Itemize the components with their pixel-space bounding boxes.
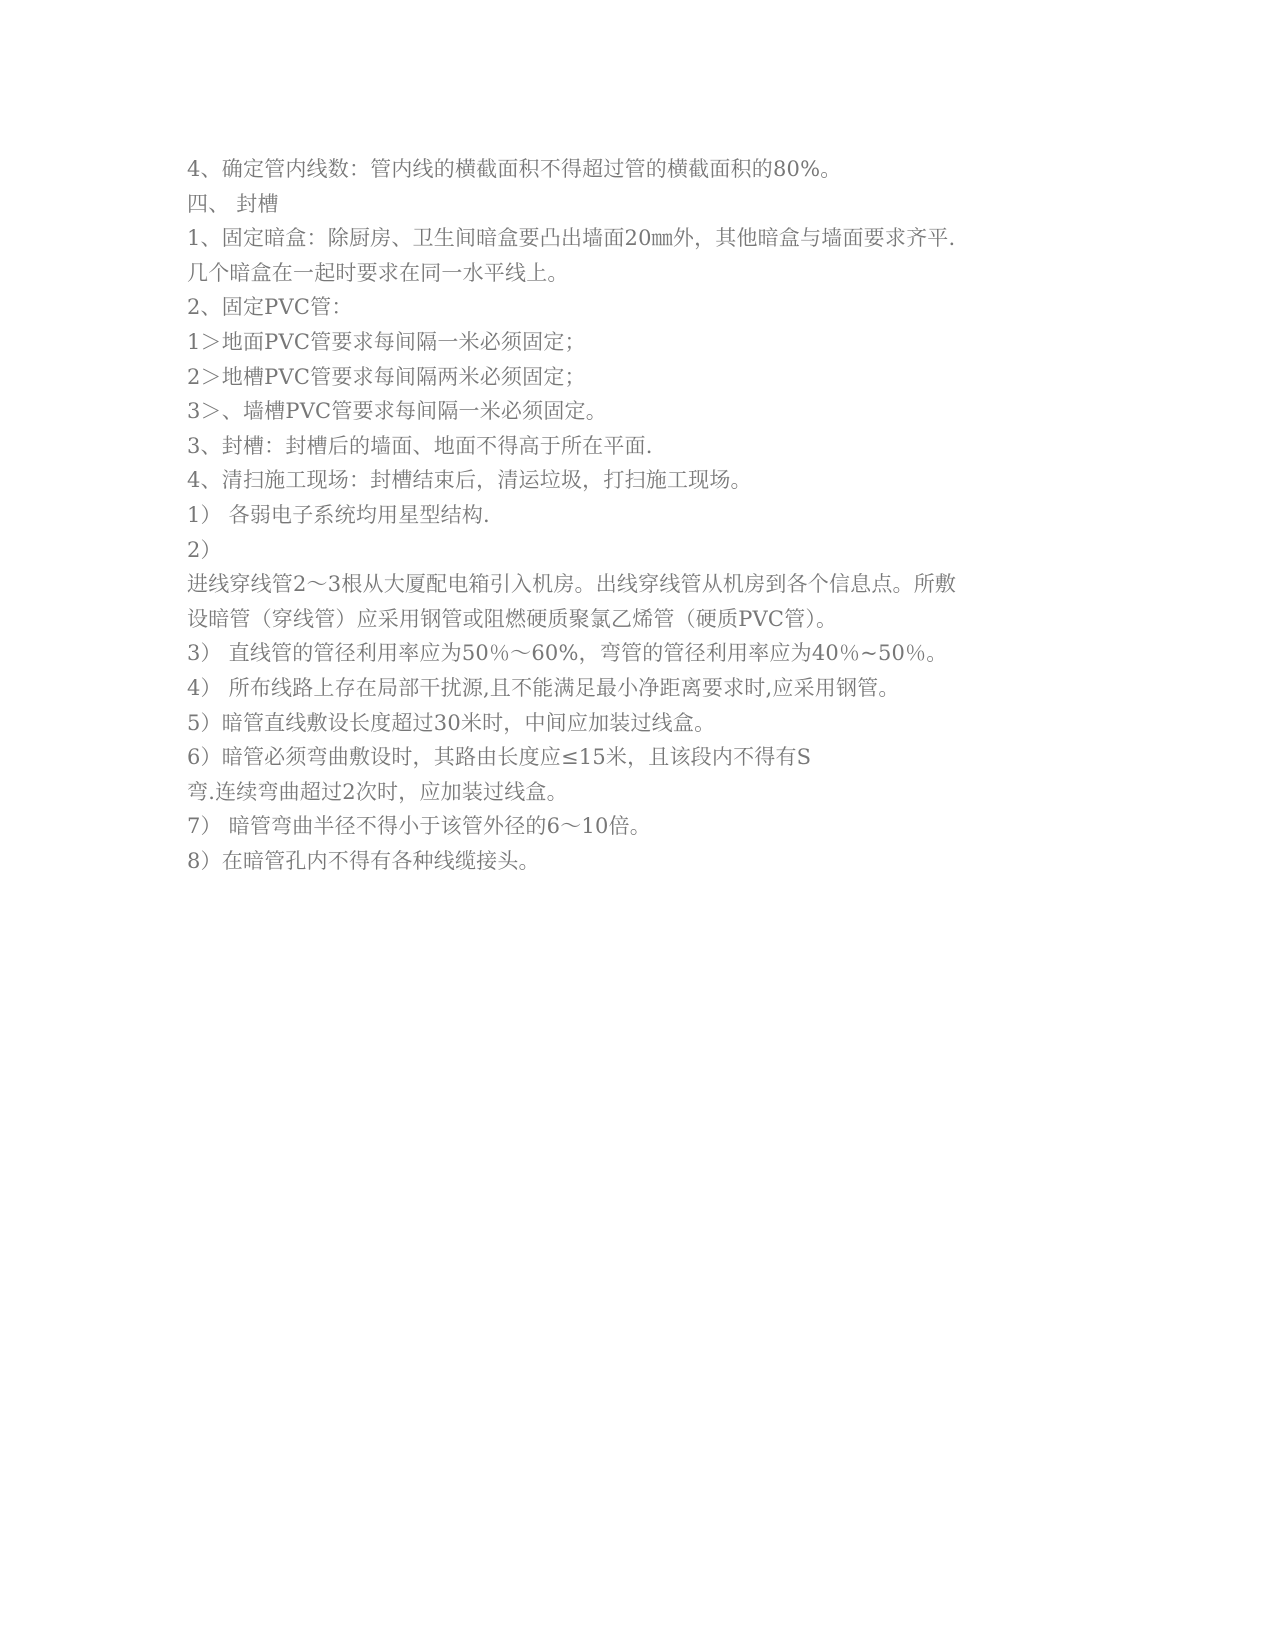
text-line-fix-pvc: 2、固定PVC管： xyxy=(187,295,353,320)
text-line-wall-groove-pvc: 3＞、墙槽PVC管要求每间隔一米必须固定。 xyxy=(187,399,607,424)
text-line-fix-box-cont: 几个暗盒在一起时要求在同一水平线上。 xyxy=(187,260,569,285)
text-line-interference: 4） 所布线路上存在局部干扰源,且不能满足最小净距离要求时,应采用钢管。 xyxy=(187,675,900,700)
text-line-seal-groove: 3、封槽：封槽后的墙面、地面不得高于所在平面. xyxy=(187,433,653,458)
text-line-straight-length: 5）暗管直线敷设长度超过30米时，中间应加装过线盒。 xyxy=(187,710,716,735)
document-body xyxy=(187,152,1092,878)
text-line-pipe-utilization: 3） 直线管的管径利用率应为50％～60%，弯管的管径利用率应为40％~50％。 xyxy=(187,641,948,666)
text-line-bend-length-cont: 弯.连续弯曲超过2次时，应加装过线盒。 xyxy=(187,779,568,804)
text-line-floor-groove-pvc: 2＞地槽PVC管要求每间隔两米必须固定； xyxy=(187,364,586,389)
text-line-pipe-wire-count: 4、确定管内线数：管内线的横截面积不得超过管的横截面积的80%。 xyxy=(187,157,842,181)
text-line-incoming-pipe: 进线穿线管2～3根从大厦配电箱引入机房。出线穿线管从机房到各个信息点。所敷 xyxy=(187,572,957,597)
text-line-no-joints: 8）在暗管孔内不得有各种线缆接头。 xyxy=(187,848,540,873)
text-line-star-structure: 1） 各弱电子系统均用星型结构. xyxy=(187,502,490,527)
text-line-bend-length: 6）暗管必须弯曲敷设时，其路由长度应≤15米，且该段内不得有S xyxy=(187,745,812,770)
text-line-bend-radius: 7） 暗管弯曲半径不得小于该管外径的6～10倍。 xyxy=(187,814,651,839)
section-heading-sealing: 四、 封槽 xyxy=(187,191,279,216)
text-line-floor-pvc: 1＞地面PVC管要求每间隔一米必须固定； xyxy=(187,329,586,354)
text-line-fix-box: 1、固定暗盒：除厨房、卫生间暗盒要凸出墙面20㎜外，其他暗盒与墙面要求齐平. xyxy=(187,226,956,251)
text-line-incoming-pipe-cont: 设暗管（穿线管）应采用钢管或阻燃硬质聚氯乙烯管（硬质PVC管）。 xyxy=(187,606,838,631)
text-line-item-2: 2） xyxy=(187,537,222,562)
text-line-clean-site: 4、清扫施工现场：封槽结束后，清运垃圾，打扫施工现场。 xyxy=(187,468,752,493)
